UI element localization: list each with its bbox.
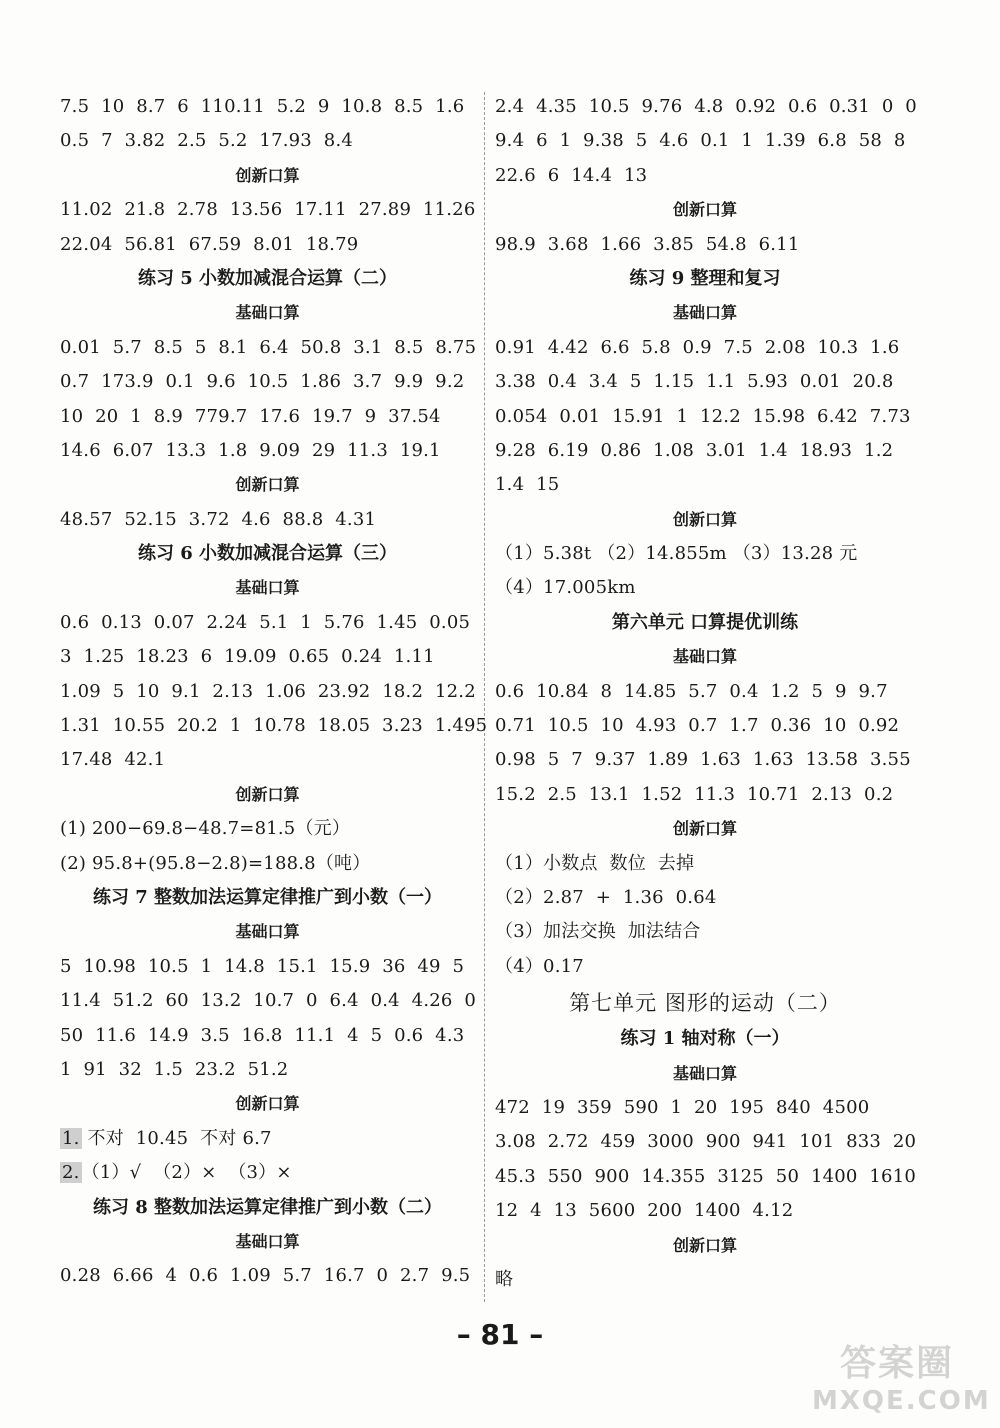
answer-line: 0.28 6.66 4 0.6 1.09 5.7 16.7 0 2.7 9.5 <box>60 1265 471 1287</box>
answer-line: 1 91 32 1.5 23.2 51.2 <box>60 1058 289 1080</box>
answer-line: 0.91 4.42 6.6 5.8 0.9 7.5 2.08 10.3 1.6 <box>495 336 900 358</box>
answer-line: （3）加法交换 加法结合 <box>495 921 701 943</box>
subheading: 创新口算 <box>235 1094 300 1114</box>
answer-line: 0.054 0.01 15.91 1 12.2 15.98 6.42 7.73 <box>495 405 911 427</box>
answer-line: 0.71 10.5 10 4.93 0.7 1.7 0.36 10 0.92 <box>495 715 900 737</box>
subheading: 创新口算 <box>672 200 737 220</box>
answer-line: (1) 200−69.8−48.7=81.5（元） <box>60 818 351 840</box>
answer-line: 1.09 5 10 9.1 2.13 1.06 23.92 18.2 12.2 <box>60 680 476 702</box>
answer-line: （2）2.87 + 1.36 0.64 <box>495 886 717 908</box>
answer-line: 22.04 56.81 67.59 8.01 18.79 <box>60 233 359 255</box>
answer-line: 11.02 21.8 2.78 13.56 17.11 27.89 11.26 <box>60 199 476 221</box>
unit-title: 第七单元 图形的运动（二） <box>569 991 841 1016</box>
unit-heading: 第六单元 口算提优训练 <box>611 611 799 633</box>
section-heading: 练习 9 整理和复习 <box>629 267 781 289</box>
subheading: 基础口算 <box>672 647 737 667</box>
answer-line: 22.6 6 14.4 13 <box>495 164 648 186</box>
answer-line: 15.2 2.5 13.1 1.52 11.3 10.71 2.13 0.2 <box>495 783 894 805</box>
section-heading: 练习 1 轴对称（一） <box>620 1028 790 1050</box>
answer-line: 0.98 5 7 9.37 1.89 1.63 1.63 13.58 3.55 <box>495 749 911 771</box>
answer-line: 7.5 10 8.7 6 110.11 5.2 9 10.8 8.5 1.6 <box>60 96 465 117</box>
answer-line: 0.6 0.13 0.07 2.24 5.1 1 5.76 1.45 0.05 <box>60 611 471 633</box>
answer-line: 3.08 2.72 459 3000 900 941 101 833 20 <box>495 1131 917 1153</box>
answer-line: 1.4 15 <box>495 474 560 496</box>
answer-text: 不对 10.45 不对 6.7 <box>81 1127 272 1149</box>
answer-line: （4）17.005km <box>495 577 636 599</box>
answer-line: 0.7 173.9 0.1 9.6 10.5 1.86 3.7 9.9 9.2 <box>60 371 465 393</box>
watermark-text: 答案圈 <box>839 1343 954 1384</box>
answer-line: 14.6 6.07 13.3 1.8 9.09 29 11.3 19.1 <box>60 439 441 461</box>
answer-line: 45.3 550 900 14.355 3125 50 1400 1610 <box>495 1165 917 1187</box>
subheading: 基础口算 <box>235 578 300 598</box>
subheading: 基础口算 <box>235 922 300 942</box>
subheading: 基础口算 <box>672 1063 737 1083</box>
answer-line: 3 1.25 18.23 6 19.09 0.65 0.24 1.11 <box>60 646 435 668</box>
watermark-url: MXQE.COM <box>812 1386 991 1416</box>
item-number: 2. <box>62 1162 80 1184</box>
answer-line: 5 10.98 10.5 1 14.8 15.1 15.9 36 49 5 <box>60 955 465 977</box>
answer-line <box>60 1122 475 1156</box>
right-column <box>495 90 915 1297</box>
answer-line <box>60 1156 475 1190</box>
subheading: 基础口算 <box>235 303 300 323</box>
column-divider <box>484 92 485 1302</box>
answer-line: 11.4 51.2 60 13.2 10.7 0 6.4 0.4 4.26 0 <box>60 990 477 1012</box>
answer-line: 9.28 6.19 0.86 1.08 3.01 1.4 18.93 1.2 <box>495 439 894 461</box>
answer-line: 50 11.6 14.9 3.5 16.8 11.1 4 5 0.6 4.3 <box>60 1024 465 1046</box>
answer-line: 略 <box>495 1268 514 1290</box>
subheading: 基础口算 <box>672 303 737 323</box>
answer-line: 2.4 4.35 10.5 9.76 4.8 0.92 0.6 0.31 0 0 <box>495 96 917 117</box>
answer-line: 472 19 359 590 1 20 195 840 4500 <box>495 1096 870 1118</box>
answer-line: 48.57 52.15 3.72 4.6 88.8 4.31 <box>60 508 377 530</box>
subheading: 基础口算 <box>235 1231 300 1251</box>
page-number: – 81 – <box>456 1318 544 1351</box>
answer-line: (2) 95.8+(95.8−2.8)=188.8（吨） <box>60 852 371 874</box>
answer-line: （4）0.17 <box>495 955 584 977</box>
section-heading: 练习 8 整数加法运算定律推广到小数（二） <box>92 1196 443 1218</box>
section-heading: 练习 7 整数加法运算定律推广到小数（一） <box>92 886 443 908</box>
item-number: 1. <box>62 1127 80 1149</box>
subheading: 创新口算 <box>672 509 737 529</box>
answer-line: 10 20 1 8.9 779.7 17.6 19.7 9 37.54 <box>60 405 441 427</box>
answer-line: （1）5.38t （2）14.855m （3）13.28 元 <box>495 543 858 565</box>
answer-line: （1）小数点 数位 去掉 <box>495 852 695 874</box>
answer-line: 0.01 5.7 8.5 5 8.1 6.4 50.8 3.1 8.5 8.75 <box>60 336 477 358</box>
answer-line: 0.6 10.84 8 14.85 5.7 0.4 1.2 5 9 9.7 <box>495 680 888 702</box>
left-column <box>60 90 488 1294</box>
watermark-logo <box>812 1342 991 1422</box>
subheading: 创新口算 <box>235 165 300 185</box>
answer-line: 3.38 0.4 3.4 5 1.15 1.1 5.93 0.01 20.8 <box>495 371 894 393</box>
subheading: 创新口算 <box>672 1235 737 1255</box>
answer-text: （1）√ （2）× （3）× <box>81 1162 292 1184</box>
answer-line: 9.4 6 1 9.38 5 4.6 0.1 1 1.39 6.8 58 8 <box>495 130 906 152</box>
section-heading: 练习 5 小数加减混合运算（二） <box>137 267 398 289</box>
answer-line: 1.31 10.55 20.2 1 10.78 18.05 3.23 1.495 <box>60 715 488 737</box>
answer-line: 98.9 3.68 1.66 3.85 54.8 6.11 <box>495 233 800 255</box>
section-heading: 练习 6 小数加减混合运算（三） <box>137 543 398 565</box>
subheading: 创新口算 <box>235 475 300 495</box>
answer-line: 17.48 42.1 <box>60 749 166 771</box>
subheading: 创新口算 <box>235 784 300 804</box>
answer-line: 0.5 7 3.82 2.5 5.2 17.93 8.4 <box>60 130 354 152</box>
answer-line: 12 4 13 5600 200 1400 4.12 <box>495 1200 794 1222</box>
subheading: 创新口算 <box>672 819 737 839</box>
